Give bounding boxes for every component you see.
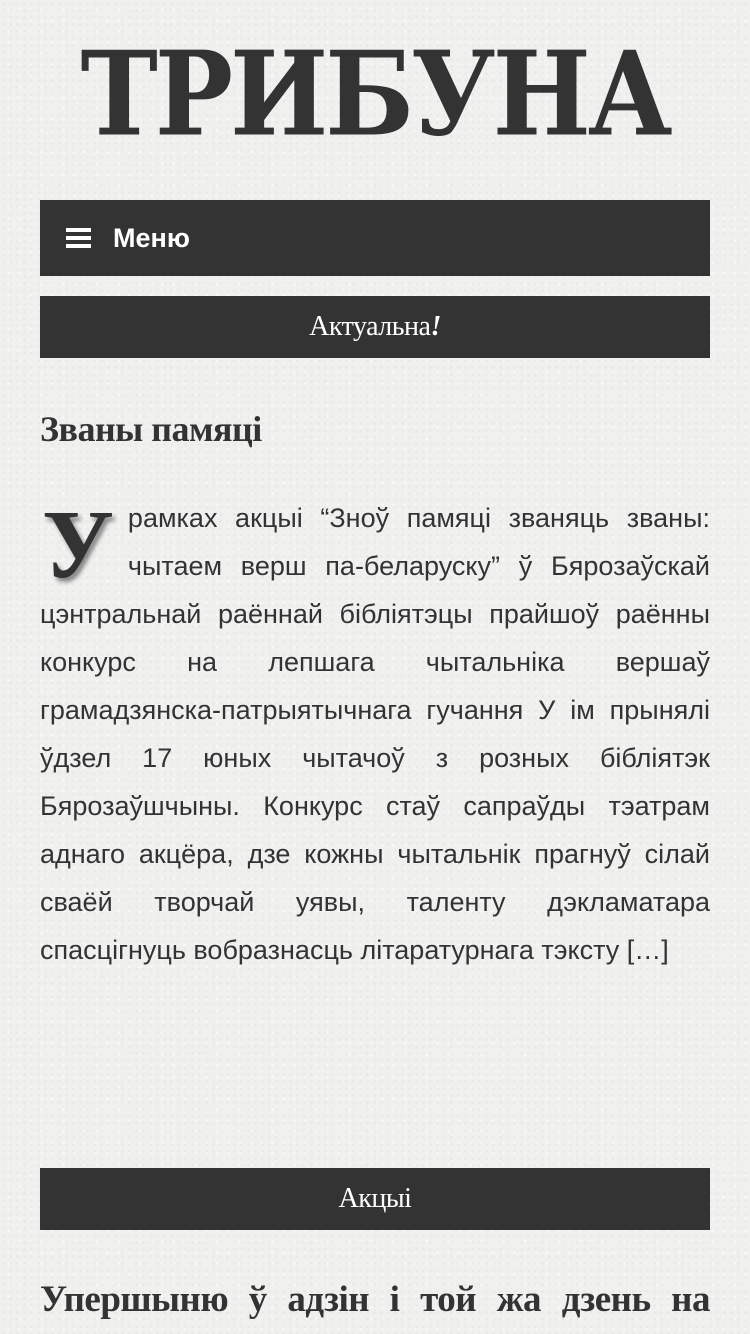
section-title: Актуальна (309, 311, 431, 342)
section-title: Акцыі (338, 1183, 412, 1214)
section-header-aktualna[interactable] (40, 296, 710, 358)
post-title-link[interactable]: Званы памяці (40, 409, 262, 449)
menu-toggle-button[interactable] (40, 200, 710, 276)
site-logo-text: ТРИБУНА (80, 24, 670, 163)
site-logo[interactable] (0, 24, 750, 163)
section-title-suffix: ! (430, 311, 441, 342)
post-title-link[interactable]: Упершыню ў адзін і той жа дзень на (40, 1279, 710, 1320)
drop-cap-letter: У (42, 491, 114, 599)
post-excerpt (40, 491, 710, 974)
menu-label: Меню (113, 222, 190, 253)
hamburger-icon (66, 228, 91, 248)
section-header-aktsyi[interactable] (40, 1168, 710, 1230)
post-excerpt-text: рамках акцыі “Зноў памяці званяць званы: чытаем верш па-беларуску” ў Бярозаўскай цэнтральнай раённай бібліятэцы прайшоў раённы конкурс на лепшага чытальніка вершаў грамадзянска-патрыятычнага гучання У ім прынялі ўдзел 17 юных чытачоў з розных бібліятэк Бярозаўшчыны. Конкурс стаў сапраўды тэатрам аднаго акцёра, дзе кожны чытальнік прагнуў сілай сваёй творчай уявы, таленту дэкламатара спасцігнуць вобразнасць літаратурнага тэксту […] (40, 503, 710, 965)
